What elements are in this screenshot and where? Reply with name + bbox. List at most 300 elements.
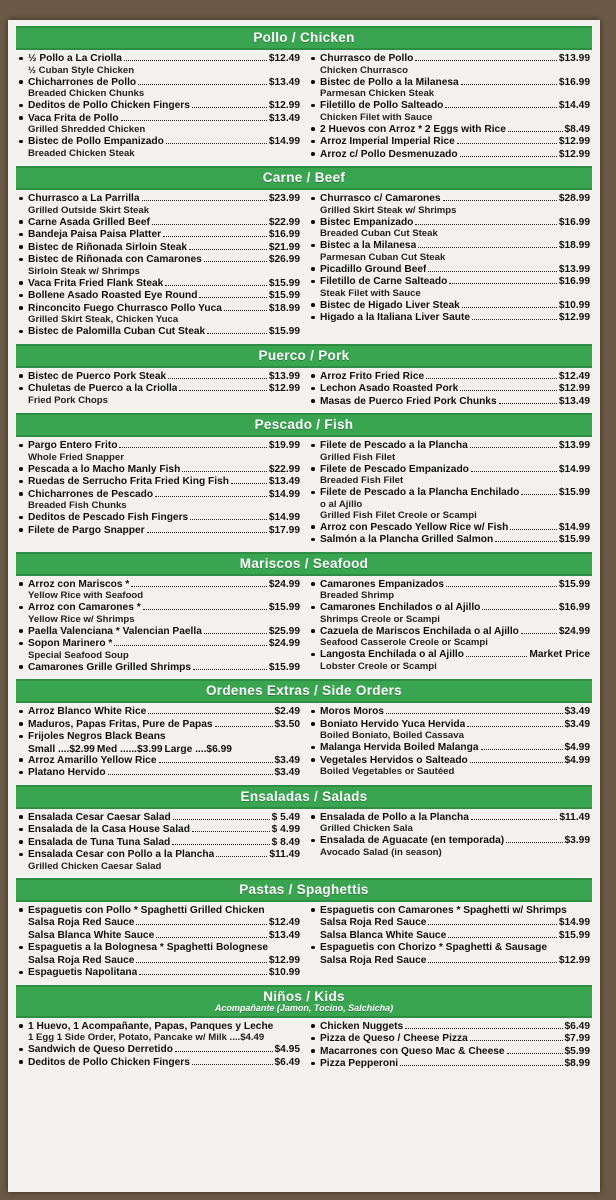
bullet-icon bbox=[19, 258, 23, 262]
menu-item bbox=[18, 812, 300, 824]
left-column bbox=[18, 440, 304, 547]
menu-item-price: $15.99 bbox=[558, 929, 590, 941]
bullet-icon bbox=[19, 710, 23, 714]
menu-item-row bbox=[320, 396, 590, 408]
menu-item bbox=[18, 767, 300, 779]
leader-dots bbox=[471, 464, 557, 472]
menu-item-price: $4.95 bbox=[274, 1044, 300, 1055]
menu-item-row bbox=[28, 824, 300, 836]
menu-item-name: Langosta Enchilada o al Ajillo bbox=[320, 649, 464, 660]
menu-item-row bbox=[28, 77, 300, 89]
leader-dots bbox=[152, 217, 267, 225]
leader-dots bbox=[470, 755, 563, 763]
menu-item-row bbox=[320, 217, 590, 229]
menu-item-name: Espaguetis a la Bolognesa * Spaghetti Bolognese bbox=[28, 942, 269, 953]
menu-item-name: Cazuela de Mariscos Enchilada o al Ajillo bbox=[320, 625, 519, 637]
menu-item-row bbox=[320, 383, 590, 395]
bullet-icon bbox=[19, 197, 23, 201]
size-med: Med ......$3.99 bbox=[96, 743, 163, 755]
menu-item bbox=[18, 837, 300, 849]
bullet-icon bbox=[311, 80, 315, 84]
menu-item-row bbox=[28, 849, 300, 861]
menu-item-row bbox=[28, 917, 300, 929]
menu-item-price: $12.49 bbox=[558, 370, 590, 382]
leader-dots bbox=[428, 917, 556, 925]
menu-item-row bbox=[320, 300, 590, 312]
menu-item-price: $14.99 bbox=[268, 488, 300, 500]
menu-item-name: Espaguetis con Chorizo * Spaghetti & Sausage bbox=[320, 942, 547, 953]
leader-dots bbox=[224, 303, 267, 311]
menu-item-name: Ensalada de Tuna Tuna Salad bbox=[28, 836, 171, 848]
section-columns bbox=[16, 368, 592, 411]
menu-item bbox=[18, 662, 300, 674]
menu-item-row bbox=[320, 755, 590, 767]
menu-item-description: Grilled Chicken Sala bbox=[320, 823, 413, 834]
menu-item-name: Malanga Hervida Boiled Malanga bbox=[320, 742, 479, 753]
leader-dots bbox=[108, 767, 273, 775]
menu-item-name: Pargo Entero Frito bbox=[28, 440, 118, 451]
menu-item-row bbox=[28, 476, 300, 488]
menu-item bbox=[310, 917, 590, 929]
menu-item-name: Deditos de Pollo Chicken Fingers bbox=[28, 1056, 190, 1068]
leader-dots bbox=[204, 626, 267, 634]
section-title-band bbox=[16, 166, 592, 190]
bullet-icon bbox=[311, 444, 315, 448]
bullet-icon bbox=[19, 1024, 23, 1028]
menu-item-price: $8.49 bbox=[564, 123, 590, 135]
menu-item-name: Pizza de Queso / Cheese Pizza bbox=[320, 1033, 468, 1044]
leader-dots bbox=[216, 849, 267, 857]
menu-item-name: Chicken Nuggets bbox=[320, 1020, 404, 1032]
leader-dots bbox=[159, 755, 273, 763]
bullet-icon bbox=[19, 467, 23, 471]
menu-item-row bbox=[320, 193, 590, 205]
leader-dots bbox=[199, 290, 266, 298]
menu-item-price: $3.49 bbox=[274, 767, 300, 778]
menu-item-row bbox=[28, 626, 300, 638]
menu-item-row bbox=[320, 276, 590, 288]
menu-item bbox=[310, 193, 590, 216]
size-options bbox=[18, 744, 300, 755]
section-title-band bbox=[16, 985, 592, 1018]
bullet-icon bbox=[311, 538, 315, 542]
menu-item-name: Churrasco a La Parrilla bbox=[28, 193, 140, 204]
menu-item-price: $7.99 bbox=[564, 1033, 590, 1044]
bullet-icon bbox=[19, 1060, 23, 1064]
left-column bbox=[18, 812, 304, 873]
menu-item-price: $13.49 bbox=[268, 476, 300, 487]
bullet-icon bbox=[19, 815, 23, 819]
leader-dots bbox=[521, 487, 557, 495]
menu-item-name: Ensalada de Pollo a la Plancha bbox=[320, 811, 469, 823]
menu-item bbox=[310, 930, 590, 942]
menu-item-name: Bistec de Pollo a la Milanesa bbox=[320, 76, 459, 88]
menu-item bbox=[18, 100, 300, 112]
bullet-icon bbox=[19, 665, 23, 669]
menu-item-row bbox=[320, 464, 590, 476]
menu-item bbox=[310, 534, 590, 546]
menu-item-row bbox=[28, 662, 300, 674]
leader-dots bbox=[415, 217, 556, 225]
leader-dots bbox=[449, 276, 556, 284]
right-column bbox=[304, 812, 590, 873]
section-title: Carne / Beef bbox=[262, 170, 346, 185]
menu-item-row bbox=[320, 626, 590, 638]
menu-item bbox=[18, 193, 300, 216]
menu-item bbox=[310, 264, 590, 276]
menu-item-name: Salmón a la Plancha Grilled Salmon bbox=[320, 534, 494, 545]
leader-dots bbox=[386, 706, 563, 714]
menu-item-description: Breaded Chicken Chunks bbox=[28, 88, 145, 99]
menu-item-name: Moros Moros bbox=[320, 706, 384, 717]
leader-dots bbox=[445, 100, 556, 108]
bullet-icon bbox=[311, 267, 315, 271]
menu-item-name: Ensalada Cesar Caesar Salad bbox=[28, 811, 171, 823]
menu-item bbox=[18, 905, 300, 917]
leader-dots bbox=[457, 136, 557, 144]
menu-item-name: Bistec de Riñonada con Camarones bbox=[28, 254, 202, 265]
menu-item-price: $16.99 bbox=[558, 276, 590, 287]
bullet-icon bbox=[311, 316, 315, 320]
size-large: Large ....$6.99 bbox=[164, 743, 232, 755]
bullet-icon bbox=[19, 629, 23, 633]
menu-item-price: $12.49 bbox=[268, 917, 300, 928]
menu-item-price: $3.49 bbox=[564, 706, 590, 717]
menu-item-price: $17.99 bbox=[268, 524, 300, 536]
menu-item bbox=[18, 440, 300, 463]
menu-item-row bbox=[28, 1057, 300, 1069]
menu-item-price: $15.99 bbox=[558, 487, 590, 498]
menu-item bbox=[310, 276, 590, 299]
section-columns bbox=[16, 703, 592, 782]
menu-item-name: Ensalada de Aguacate (en temporada) bbox=[320, 835, 505, 846]
leader-dots bbox=[142, 193, 267, 201]
leader-dots bbox=[139, 967, 267, 975]
leader-dots bbox=[114, 638, 266, 646]
bullet-icon bbox=[311, 746, 315, 750]
menu-item-price: $12.99 bbox=[268, 100, 300, 111]
bullet-icon bbox=[311, 722, 315, 726]
menu-item bbox=[310, 706, 590, 718]
menu-item-description: Chicken Churrasco bbox=[320, 64, 408, 76]
menu-item-name: Filete de Pescado Empanizado bbox=[320, 463, 469, 475]
menu-item-row bbox=[28, 579, 300, 591]
bullet-icon bbox=[311, 467, 315, 471]
menu-item-row bbox=[28, 193, 300, 205]
leader-dots bbox=[415, 53, 556, 61]
bullet-icon bbox=[19, 220, 23, 224]
bullet-icon bbox=[19, 233, 23, 237]
left-column bbox=[18, 193, 304, 339]
menu-item-price: $12.99 bbox=[558, 312, 590, 323]
bullet-icon bbox=[311, 1024, 315, 1028]
menu-item-row bbox=[28, 53, 300, 65]
leader-dots bbox=[179, 383, 266, 391]
menu-section bbox=[16, 785, 592, 875]
bullet-icon bbox=[19, 722, 23, 726]
menu-item-row bbox=[28, 812, 300, 824]
menu-item-price: Market Price bbox=[529, 649, 590, 660]
leader-dots bbox=[119, 440, 266, 448]
menu-item-description: ½ Cuban Style Chicken bbox=[28, 64, 135, 76]
menu-item-description: Lobster Creole or Scampi bbox=[320, 660, 437, 672]
menu-item-row bbox=[28, 464, 300, 476]
bullet-icon bbox=[19, 116, 23, 120]
menu-item-name: Bistec de Higado Liver Steak bbox=[320, 299, 460, 311]
menu-item-row bbox=[28, 326, 300, 338]
leader-dots bbox=[481, 742, 563, 750]
right-column bbox=[304, 193, 590, 339]
menu-item-name: Camarones Enchilados o al Ajillo bbox=[320, 602, 481, 613]
menu-item-row bbox=[28, 278, 300, 290]
menu-item bbox=[18, 278, 300, 290]
menu-item-row bbox=[320, 100, 590, 112]
bullet-icon bbox=[311, 197, 315, 201]
menu-item-name: Bistec de Riñonada Sirloin Steak bbox=[28, 241, 188, 253]
menu-item-row bbox=[320, 942, 590, 954]
menu-item bbox=[18, 824, 300, 836]
menu-item-price: $14.99 bbox=[558, 521, 590, 533]
bullet-icon bbox=[19, 1048, 23, 1052]
leader-dots bbox=[428, 264, 556, 272]
menu-item-price: $6.49 bbox=[564, 1020, 590, 1032]
bullet-icon bbox=[311, 946, 315, 950]
menu-item bbox=[18, 229, 300, 241]
leader-dots bbox=[448, 930, 557, 938]
bullet-icon bbox=[19, 306, 23, 310]
menu-item-price: $18.99 bbox=[268, 302, 300, 314]
right-column bbox=[304, 579, 590, 675]
leader-dots bbox=[426, 371, 557, 379]
section-title: Ensaladas / Salads bbox=[240, 788, 368, 804]
menu-item bbox=[18, 371, 300, 383]
menu-item-description: Grilled Shredded Chicken bbox=[28, 124, 146, 135]
menu-item-price: $15.99 bbox=[558, 578, 590, 590]
leader-dots bbox=[131, 579, 266, 587]
leader-dots bbox=[521, 626, 557, 634]
menu-item bbox=[310, 812, 590, 835]
section-title: Puerco / Pork bbox=[258, 347, 350, 363]
leader-dots bbox=[461, 77, 557, 85]
menu-item-name: Espaguetis con Pollo * Spaghetti Grilled Chicken bbox=[28, 904, 265, 916]
section-title-band bbox=[16, 878, 592, 902]
menu-item-description: Fried Pork Chops bbox=[28, 394, 108, 406]
menu-item-name: Ruedas de Serrucho Frita Fried King Fish bbox=[28, 476, 229, 487]
bullet-icon bbox=[19, 80, 23, 84]
menu-item-name: Vaca Frita Fried Flank Steak bbox=[28, 277, 164, 289]
menu-item-row bbox=[28, 767, 300, 779]
menu-section bbox=[16, 166, 592, 341]
menu-item-description: o al Ajillo Grilled Fish Filet Creole or Scampi bbox=[320, 498, 477, 521]
menu-item-description: Boiled Boniato, Boiled Cassava bbox=[320, 730, 464, 741]
menu-item-row bbox=[28, 254, 300, 266]
bullet-icon bbox=[311, 758, 315, 762]
menu-item-name: Salsa Roja Red Sauce bbox=[28, 954, 135, 966]
menu-item-name: Pizza Pepperoni bbox=[320, 1058, 399, 1069]
menu-item bbox=[18, 242, 300, 254]
menu-item-row bbox=[28, 100, 300, 112]
menu-item bbox=[18, 77, 300, 100]
left-column bbox=[18, 706, 304, 780]
leader-dots bbox=[443, 193, 557, 201]
bullet-icon bbox=[19, 104, 23, 108]
menu-item-description: Avocado Salad (in season) bbox=[320, 846, 442, 858]
menu-item bbox=[18, 930, 300, 942]
section-columns bbox=[16, 809, 592, 875]
menu-item bbox=[310, 77, 590, 100]
bullet-icon bbox=[19, 735, 23, 739]
menu-item-row bbox=[28, 489, 300, 501]
menu-item-row bbox=[28, 136, 300, 148]
section-title: Pollo / Chicken bbox=[253, 30, 355, 45]
bullet-icon bbox=[311, 525, 315, 529]
leader-dots bbox=[215, 719, 273, 727]
menu-item-row bbox=[320, 312, 590, 324]
menu-item-name: Frijoles Negros Black Beans bbox=[28, 731, 166, 742]
menu-item-name: Vegetales Hervidos o Salteado bbox=[320, 754, 468, 766]
menu-item-price: $5.99 bbox=[564, 1045, 590, 1057]
menu-item-row bbox=[28, 731, 300, 743]
menu-item bbox=[310, 1033, 590, 1045]
menu-item bbox=[310, 522, 590, 534]
menu-item-name: Arroz Amarillo Yellow Rice bbox=[28, 754, 157, 766]
bullet-icon bbox=[19, 606, 23, 610]
menu-item bbox=[18, 942, 300, 954]
menu-item-row bbox=[28, 1021, 300, 1033]
menu-item-row bbox=[28, 525, 300, 537]
leader-dots bbox=[136, 917, 266, 925]
menu-item-name: Bistec de Pollo Empanizado bbox=[28, 136, 164, 147]
bullet-icon bbox=[311, 653, 315, 657]
bullet-icon bbox=[19, 57, 23, 61]
leader-dots bbox=[207, 326, 267, 334]
left-column bbox=[18, 1021, 304, 1071]
menu-item bbox=[310, 240, 590, 263]
menu-item bbox=[310, 464, 590, 487]
menu-item-name: Espaguetis Napolitana bbox=[28, 967, 138, 978]
menu-item-price: $23.99 bbox=[268, 193, 300, 204]
menu-item-description: Shrimps Creole or Scampi bbox=[320, 613, 440, 625]
menu-item-row bbox=[28, 706, 300, 718]
leader-dots bbox=[192, 1057, 273, 1065]
menu-item-description: Breaded Chicken Steak bbox=[28, 147, 135, 159]
menu-item-name: Ensalada Cesar con Pollo a la Plancha bbox=[28, 849, 215, 860]
leader-dots bbox=[466, 649, 527, 657]
menu-item-name: 1 Huevo, 1 Acompañante, Papas, Panques y Leche bbox=[28, 1020, 274, 1032]
leader-dots bbox=[471, 812, 557, 820]
leader-dots bbox=[192, 100, 267, 108]
bullet-icon bbox=[19, 582, 23, 586]
menu-item-name: Filete de Pescado a la Plancha Enchilado bbox=[320, 487, 520, 498]
menu-item-description: Yellow Rice w/ Shrimps bbox=[28, 613, 135, 625]
menu-item-price: $15.99 bbox=[268, 290, 300, 301]
menu-item-row bbox=[320, 1033, 590, 1045]
leader-dots bbox=[156, 930, 267, 938]
menu-item-price: $18.99 bbox=[558, 240, 590, 251]
leader-dots bbox=[510, 522, 556, 530]
menu-section bbox=[16, 552, 592, 677]
bullet-icon bbox=[311, 152, 315, 156]
bullet-icon bbox=[311, 374, 315, 378]
bullet-icon bbox=[311, 399, 315, 403]
menu-item-row bbox=[320, 579, 590, 591]
menu-item-row bbox=[28, 905, 300, 917]
section-subtitle: Acompañante (Jamon, Tocino, Salchicha) bbox=[214, 1002, 394, 1013]
menu-item-name: Carne Asada Grilled Beef bbox=[28, 216, 150, 228]
menu-item bbox=[18, 967, 300, 979]
leader-dots bbox=[136, 955, 266, 963]
bullet-icon bbox=[311, 1049, 315, 1053]
menu-item-name: Arroz Blanco White Rice bbox=[28, 706, 147, 717]
menu-item-description: Parmesan Cuban Cut Steak bbox=[320, 251, 446, 263]
menu-item bbox=[310, 217, 590, 240]
menu-item-price: $15.99 bbox=[268, 602, 300, 613]
menu-item-price: $3.50 bbox=[274, 718, 300, 730]
menu-item bbox=[310, 626, 590, 649]
leader-dots bbox=[428, 955, 556, 963]
menu-item-row bbox=[28, 440, 300, 452]
menu-item bbox=[18, 719, 300, 731]
menu-item bbox=[310, 755, 590, 778]
menu-item-row bbox=[320, 53, 590, 65]
bullet-icon bbox=[19, 828, 23, 832]
menu-item bbox=[310, 100, 590, 123]
menu-item-name: Sandwich de Queso Derretido bbox=[28, 1044, 173, 1055]
menu-item-name: Filetillo de Pollo Salteado bbox=[320, 100, 444, 111]
menu-item-name: Salsa Roja Red Sauce bbox=[320, 954, 427, 966]
menu-item-name: Deditos de Pollo Chicken Fingers bbox=[28, 100, 190, 111]
menu-item bbox=[18, 1057, 300, 1069]
menu-item-price: $4.99 bbox=[564, 742, 590, 753]
menu-item-description: Sirloin Steak w/ Shrimps bbox=[28, 265, 140, 277]
bullet-icon bbox=[311, 815, 315, 819]
menu-item-price: $22.99 bbox=[268, 463, 300, 475]
menu-item-price: $13.49 bbox=[268, 76, 300, 88]
menu-item bbox=[18, 217, 300, 229]
menu-item-name: Chuletas de Puerco a la Criolla bbox=[28, 383, 178, 394]
menu-item bbox=[18, 464, 300, 476]
menu-item-name: 2 Huevos con Arroz * 2 Eggs with Rice bbox=[320, 123, 506, 135]
menu-item-price: $11.49 bbox=[559, 811, 590, 823]
menu-item-price: $16.99 bbox=[268, 229, 300, 240]
section-title-band bbox=[16, 785, 592, 809]
menu-item bbox=[18, 1021, 300, 1044]
menu-item-price: $15.99 bbox=[268, 326, 300, 337]
bullet-icon bbox=[311, 582, 315, 586]
leader-dots bbox=[143, 602, 267, 610]
menu-item-name: Filete de Pargo Snapper bbox=[28, 524, 145, 536]
menu-item-price: $13.99 bbox=[558, 53, 590, 64]
bullet-icon bbox=[311, 140, 315, 144]
menu-item-row bbox=[320, 812, 590, 824]
menu-item-row bbox=[28, 942, 300, 954]
menu-item-row bbox=[28, 719, 300, 731]
bullet-icon bbox=[19, 642, 23, 646]
leader-dots bbox=[148, 706, 272, 714]
menu-item-description: Special Seafood Soup bbox=[28, 649, 129, 661]
bullet-icon bbox=[311, 104, 315, 108]
menu-item bbox=[310, 579, 590, 602]
menu-item-price: $12.99 bbox=[268, 383, 300, 394]
menu-item-description: Grilled Skirt Steak w/ Shrimps bbox=[320, 204, 457, 216]
menu-item-row bbox=[28, 602, 300, 614]
menu-item-price: $12.99 bbox=[558, 954, 590, 966]
leader-dots bbox=[470, 440, 557, 448]
menu-item-name: Salsa Blanca White Sauce bbox=[320, 929, 447, 941]
menu-item-description: Breaded Cuban Cut Steak bbox=[320, 228, 438, 239]
menu-item-row bbox=[320, 240, 590, 252]
bullet-icon bbox=[19, 281, 23, 285]
